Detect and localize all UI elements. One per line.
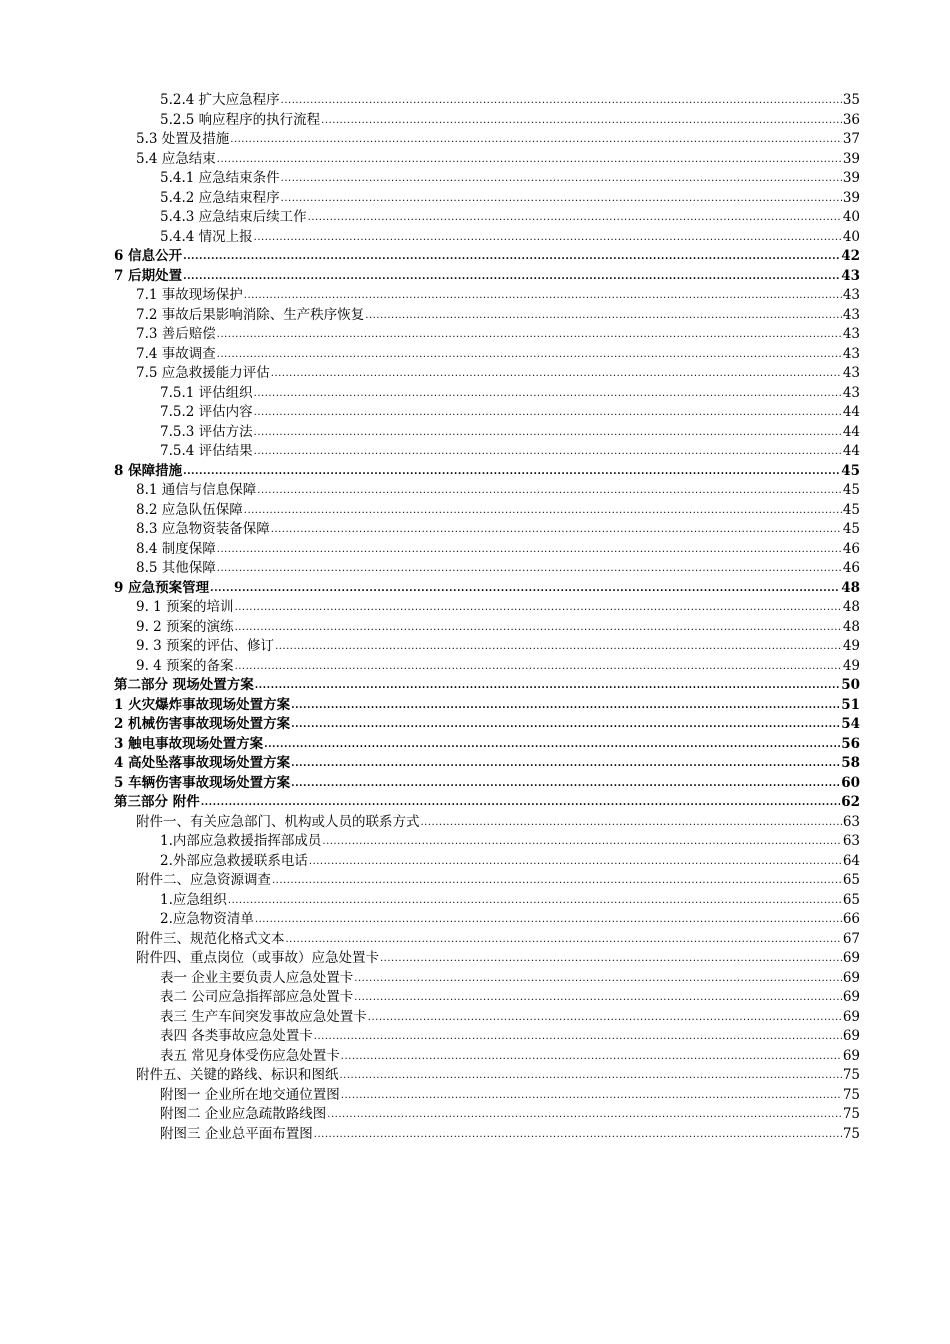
toc-dot-leader <box>341 1086 842 1106</box>
toc-entry-page-number: 50 <box>841 677 860 693</box>
toc-entry[interactable] <box>114 1125 860 1145</box>
toc-entry-title: 3 触电事故现场处置方案 <box>114 735 264 752</box>
toc-entry-title: 8.4 制度保障 <box>136 540 216 557</box>
table-of-contents <box>114 91 860 1144</box>
toc-entry-page-number: 64 <box>842 852 860 869</box>
toc-entry-title: 7.5.3 评估方法 <box>160 423 253 440</box>
toc-entry-title: 第三部分 附件 <box>114 794 200 810</box>
toc-entry-title: 5.4.1 应急结束条件 <box>160 170 280 186</box>
toc-dot-leader <box>230 130 842 150</box>
toc-dot-leader <box>341 1047 842 1067</box>
toc-entry-page-number: 66 <box>842 911 860 927</box>
toc-entry-title: 7.2 事故后果影响消除、生产秩序恢复 <box>136 306 365 323</box>
toc-entry[interactable] <box>114 715 860 735</box>
toc-entry[interactable] <box>114 774 860 794</box>
toc-entry-title: 8 保障措施 <box>114 462 183 479</box>
toc-dot-leader <box>257 481 842 501</box>
toc-entry[interactable] <box>114 1105 860 1125</box>
toc-entry-page-number: 45 <box>842 521 860 537</box>
toc-entry-page-number: 69 <box>842 1047 860 1064</box>
toc-entry-page-number: 45 <box>842 501 860 518</box>
toc-entry-page-number: 75 <box>842 1106 860 1122</box>
toc-entry-title: 5.4 应急结束 <box>136 150 216 167</box>
toc-entry[interactable] <box>114 208 860 228</box>
toc-entry[interactable] <box>114 481 860 501</box>
toc-entry-page-number: 36 <box>842 111 860 128</box>
toc-dot-leader <box>217 150 842 170</box>
toc-entry-page-number: 56 <box>841 735 860 752</box>
toc-entry-page-number: 63 <box>842 833 860 849</box>
toc-entry-title: 9. 3 预案的评估、修订 <box>136 638 275 654</box>
toc-entry[interactable] <box>114 150 860 170</box>
toc-entry[interactable] <box>114 228 860 248</box>
toc-entry[interactable] <box>114 618 860 638</box>
toc-entry-title: 1.内部应急救援指挥部成员 <box>160 833 322 849</box>
toc-entry[interactable] <box>114 462 860 482</box>
toc-dot-leader <box>365 306 842 326</box>
toc-dot-leader <box>291 715 840 735</box>
toc-dot-leader <box>327 1105 842 1125</box>
toc-entry-title: 5.3 处置及措施 <box>136 131 230 147</box>
toc-entry[interactable] <box>114 813 860 833</box>
toc-dot-leader <box>272 871 842 891</box>
toc-entry-title: 7 后期处置 <box>114 267 183 284</box>
toc-entry[interactable] <box>114 111 860 131</box>
toc-dot-leader <box>271 520 842 540</box>
toc-entry-title: 2.应急物资清单 <box>160 911 254 927</box>
toc-entry[interactable] <box>114 1027 860 1047</box>
toc-entry[interactable] <box>114 988 860 1008</box>
toc-entry-page-number: 44 <box>842 443 860 459</box>
toc-entry-page-number: 39 <box>842 170 860 186</box>
toc-entry-page-number: 43 <box>842 306 860 323</box>
toc-dot-leader <box>340 1066 842 1086</box>
toc-dot-leader <box>201 793 841 813</box>
toc-entry[interactable] <box>114 559 860 579</box>
toc-entry-page-number: 43 <box>842 365 860 381</box>
toc-dot-leader <box>183 247 840 267</box>
toc-dot-leader <box>235 618 842 638</box>
toc-entry[interactable] <box>114 949 860 969</box>
toc-entry-title: 附件二、应急资源调查 <box>136 872 271 888</box>
toc-entry[interactable] <box>114 735 860 755</box>
toc-entry[interactable] <box>114 540 860 560</box>
toc-entry-title: 8.5 其他保障 <box>136 560 216 576</box>
toc-entry[interactable] <box>114 579 860 599</box>
toc-entry-page-number: 39 <box>842 150 860 167</box>
toc-entry[interactable] <box>114 969 860 989</box>
toc-dot-leader <box>314 1125 842 1145</box>
toc-dot-leader <box>210 579 840 599</box>
toc-entry[interactable] <box>114 657 860 677</box>
toc-entry[interactable] <box>114 871 860 891</box>
toc-dot-leader <box>380 949 842 969</box>
toc-entry-page-number: 40 <box>842 209 860 225</box>
toc-entry-page-number: 43 <box>842 326 860 342</box>
toc-dot-leader <box>217 325 842 345</box>
toc-entry[interactable] <box>114 676 860 696</box>
toc-entry-title: 7.3 善后赔偿 <box>136 326 216 342</box>
toc-entry-page-number: 39 <box>842 189 860 206</box>
toc-entry-title: 9 应急预案管理 <box>114 579 210 596</box>
toc-entry[interactable] <box>114 247 860 267</box>
toc-dot-leader <box>281 91 842 111</box>
toc-entry-title: 表三 生产车间突发事故应急处置卡 <box>160 1008 367 1025</box>
toc-dot-leader <box>322 832 841 852</box>
toc-entry[interactable] <box>114 793 860 813</box>
toc-entry-page-number: 54 <box>841 716 860 732</box>
toc-dot-leader <box>314 1027 842 1047</box>
toc-entry-page-number: 63 <box>842 813 860 830</box>
toc-dot-leader <box>286 930 842 950</box>
toc-entry-page-number: 69 <box>842 1008 860 1025</box>
toc-entry[interactable] <box>114 1047 860 1067</box>
toc-dot-leader <box>321 111 842 131</box>
toc-dot-leader <box>183 267 840 287</box>
toc-dot-leader <box>291 774 840 794</box>
toc-entry[interactable] <box>114 696 860 716</box>
toc-dot-leader <box>291 754 840 774</box>
toc-dot-leader <box>421 813 842 833</box>
toc-entry-page-number: 43 <box>842 287 860 303</box>
toc-entry-page-number: 35 <box>842 92 860 108</box>
toc-entry[interactable] <box>114 832 860 852</box>
toc-dot-leader <box>244 286 842 306</box>
toc-entry[interactable] <box>114 930 860 950</box>
toc-entry-title: 附图一 企业所在地交通位置图 <box>160 1086 340 1103</box>
toc-dot-leader <box>217 559 842 579</box>
toc-entry-page-number: 46 <box>842 560 860 576</box>
toc-entry-title: 5.2.5 响应程序的执行流程 <box>160 111 321 128</box>
toc-entry-page-number: 65 <box>842 872 860 888</box>
toc-entry[interactable] <box>114 754 860 774</box>
toc-dot-leader <box>354 969 842 989</box>
toc-entry-title: 6 信息公开 <box>114 248 183 264</box>
toc-entry-title: 7.4 事故调查 <box>136 345 216 362</box>
toc-entry-page-number: 48 <box>842 599 860 615</box>
toc-entry[interactable] <box>114 852 860 872</box>
toc-dot-leader <box>275 637 842 657</box>
toc-entry-title: 附件三、规范化格式文本 <box>136 930 285 947</box>
toc-entry-page-number: 43 <box>841 267 860 284</box>
toc-dot-leader <box>281 169 842 189</box>
toc-entry-page-number: 75 <box>842 1125 860 1142</box>
toc-entry-page-number: 69 <box>842 969 860 986</box>
toc-dot-leader <box>235 598 842 618</box>
toc-entry-title: 5 车辆伤害事故现场处置方案 <box>114 774 291 791</box>
toc-dot-leader <box>254 228 842 248</box>
toc-entry-title: 2 机械伤害事故现场处置方案 <box>114 716 291 732</box>
toc-entry[interactable] <box>114 501 860 521</box>
toc-entry-title: 9. 2 预案的演练 <box>136 618 234 635</box>
toc-dot-leader <box>183 462 840 482</box>
toc-entry-title: 8.1 通信与信息保障 <box>136 482 257 498</box>
toc-entry[interactable] <box>114 910 860 930</box>
toc-entry-title: 2.外部应急救援联系电话 <box>160 852 308 869</box>
toc-entry-page-number: 43 <box>842 345 860 362</box>
toc-entry-title: 5.4.4 情况上报 <box>160 228 253 245</box>
toc-entry-page-number: 40 <box>842 228 860 245</box>
toc-entry-page-number: 51 <box>841 696 860 713</box>
toc-entry-page-number: 43 <box>842 384 860 401</box>
toc-dot-leader <box>255 676 841 696</box>
toc-entry-title: 9. 4 预案的备案 <box>136 657 234 674</box>
toc-entry-page-number: 44 <box>842 404 860 420</box>
toc-entry-page-number: 42 <box>841 248 860 264</box>
toc-entry-page-number: 69 <box>842 950 860 966</box>
toc-entry-title: 7.5.1 评估组织 <box>160 384 253 401</box>
toc-entry[interactable] <box>114 1086 860 1106</box>
toc-entry-title: 表一 企业主要负责人应急处置卡 <box>160 969 354 986</box>
toc-entry[interactable] <box>114 891 860 911</box>
toc-entry-title: 7.5.2 评估内容 <box>160 404 253 420</box>
toc-entry-page-number: 48 <box>841 579 860 596</box>
toc-dot-leader <box>254 423 842 443</box>
toc-dot-leader <box>255 910 842 930</box>
toc-entry-title: 8.3 应急物资装备保障 <box>136 521 270 537</box>
toc-entry-title: 附件一、有关应急部门、机构或人员的联系方式 <box>136 813 420 830</box>
toc-dot-leader <box>308 208 842 228</box>
toc-entry-title: 5.4.2 应急结束程序 <box>160 189 280 206</box>
toc-entry-title: 8.2 应急队伍保障 <box>136 501 243 518</box>
toc-dot-leader <box>281 189 842 209</box>
toc-entry-title: 表二 公司应急指挥部应急处置卡 <box>160 989 354 1005</box>
toc-dot-leader <box>264 735 840 755</box>
toc-entry-title: 7.5.4 评估结果 <box>160 443 253 459</box>
toc-entry-page-number: 37 <box>842 131 860 147</box>
toc-entry[interactable] <box>114 130 860 150</box>
toc-entry-title: 附图二 企业应急疏散路线图 <box>160 1106 327 1122</box>
toc-entry[interactable] <box>114 267 860 287</box>
toc-entry-page-number: 44 <box>842 423 860 440</box>
toc-dot-leader <box>235 657 842 677</box>
toc-entry-title: 4 高处坠落事故现场处置方案 <box>114 755 291 771</box>
toc-entry-title: 表四 各类事故应急处置卡 <box>160 1028 313 1044</box>
toc-entry[interactable] <box>114 364 860 384</box>
toc-entry-page-number: 48 <box>842 618 860 635</box>
toc-entry-page-number: 45 <box>842 482 860 498</box>
toc-entry[interactable] <box>114 637 860 657</box>
toc-entry-title: 第二部分 现场处置方案 <box>114 677 254 693</box>
toc-dot-leader <box>254 384 842 404</box>
toc-entry[interactable] <box>114 423 860 443</box>
toc-dot-leader <box>271 364 842 384</box>
toc-entry-title: 附图三 企业总平面布置图 <box>160 1125 313 1142</box>
toc-entry-title: 1.应急组织 <box>160 891 227 908</box>
toc-entry-page-number: 65 <box>842 891 860 908</box>
toc-dot-leader <box>228 891 842 911</box>
toc-entry-page-number: 75 <box>842 1067 860 1083</box>
toc-entry-title: 表五 常见身体受伤应急处置卡 <box>160 1047 340 1064</box>
toc-entry-title: 1 火灾爆炸事故现场处置方案 <box>114 696 291 713</box>
toc-entry-page-number: 60 <box>841 774 860 791</box>
toc-entry-title: 附件四、重点岗位（或事故）应急处置卡 <box>136 950 379 966</box>
toc-entry[interactable] <box>114 1008 860 1028</box>
toc-dot-leader <box>368 1008 842 1028</box>
toc-entry-title: 5.4.3 应急结束后续工作 <box>160 209 307 225</box>
toc-dot-leader <box>244 501 842 521</box>
toc-entry[interactable] <box>114 169 860 189</box>
toc-entry[interactable] <box>114 520 860 540</box>
toc-entry-page-number: 67 <box>842 930 860 947</box>
toc-dot-leader <box>254 403 842 423</box>
toc-dot-leader <box>254 442 842 462</box>
toc-entry-page-number: 49 <box>842 638 860 654</box>
toc-dot-leader <box>217 345 842 365</box>
toc-entry-page-number: 45 <box>841 462 860 479</box>
toc-entry[interactable] <box>114 598 860 618</box>
toc-dot-leader <box>354 988 842 1008</box>
toc-entry-title: 7.1 事故现场保护 <box>136 287 243 303</box>
toc-entry-title: 附件五、关键的路线、标识和图纸 <box>136 1067 339 1083</box>
toc-entry-page-number: 62 <box>841 794 860 810</box>
toc-dot-leader <box>217 540 842 560</box>
toc-entry[interactable] <box>114 286 860 306</box>
toc-entry[interactable] <box>114 345 860 365</box>
toc-entry[interactable] <box>114 442 860 462</box>
toc-entry-title: 7.5 应急救援能力评估 <box>136 365 270 381</box>
toc-entry-page-number: 75 <box>842 1086 860 1103</box>
toc-entry-page-number: 46 <box>842 540 860 557</box>
toc-entry-page-number: 49 <box>842 657 860 674</box>
toc-entry-title: 9. 1 预案的培训 <box>136 599 234 615</box>
toc-entry-page-number: 69 <box>842 989 860 1005</box>
toc-dot-leader <box>309 852 842 872</box>
toc-entry[interactable] <box>114 325 860 345</box>
toc-entry[interactable] <box>114 1066 860 1086</box>
toc-entry-title: 5.2.4 扩大应急程序 <box>160 92 280 108</box>
toc-entry[interactable] <box>114 189 860 209</box>
toc-entry-page-number: 69 <box>842 1028 860 1044</box>
toc-entry-page-number: 58 <box>841 755 860 771</box>
toc-entry[interactable] <box>114 403 860 423</box>
toc-entry[interactable] <box>114 91 860 111</box>
toc-entry[interactable] <box>114 306 860 326</box>
toc-dot-leader <box>291 696 840 716</box>
toc-entry[interactable] <box>114 384 860 404</box>
